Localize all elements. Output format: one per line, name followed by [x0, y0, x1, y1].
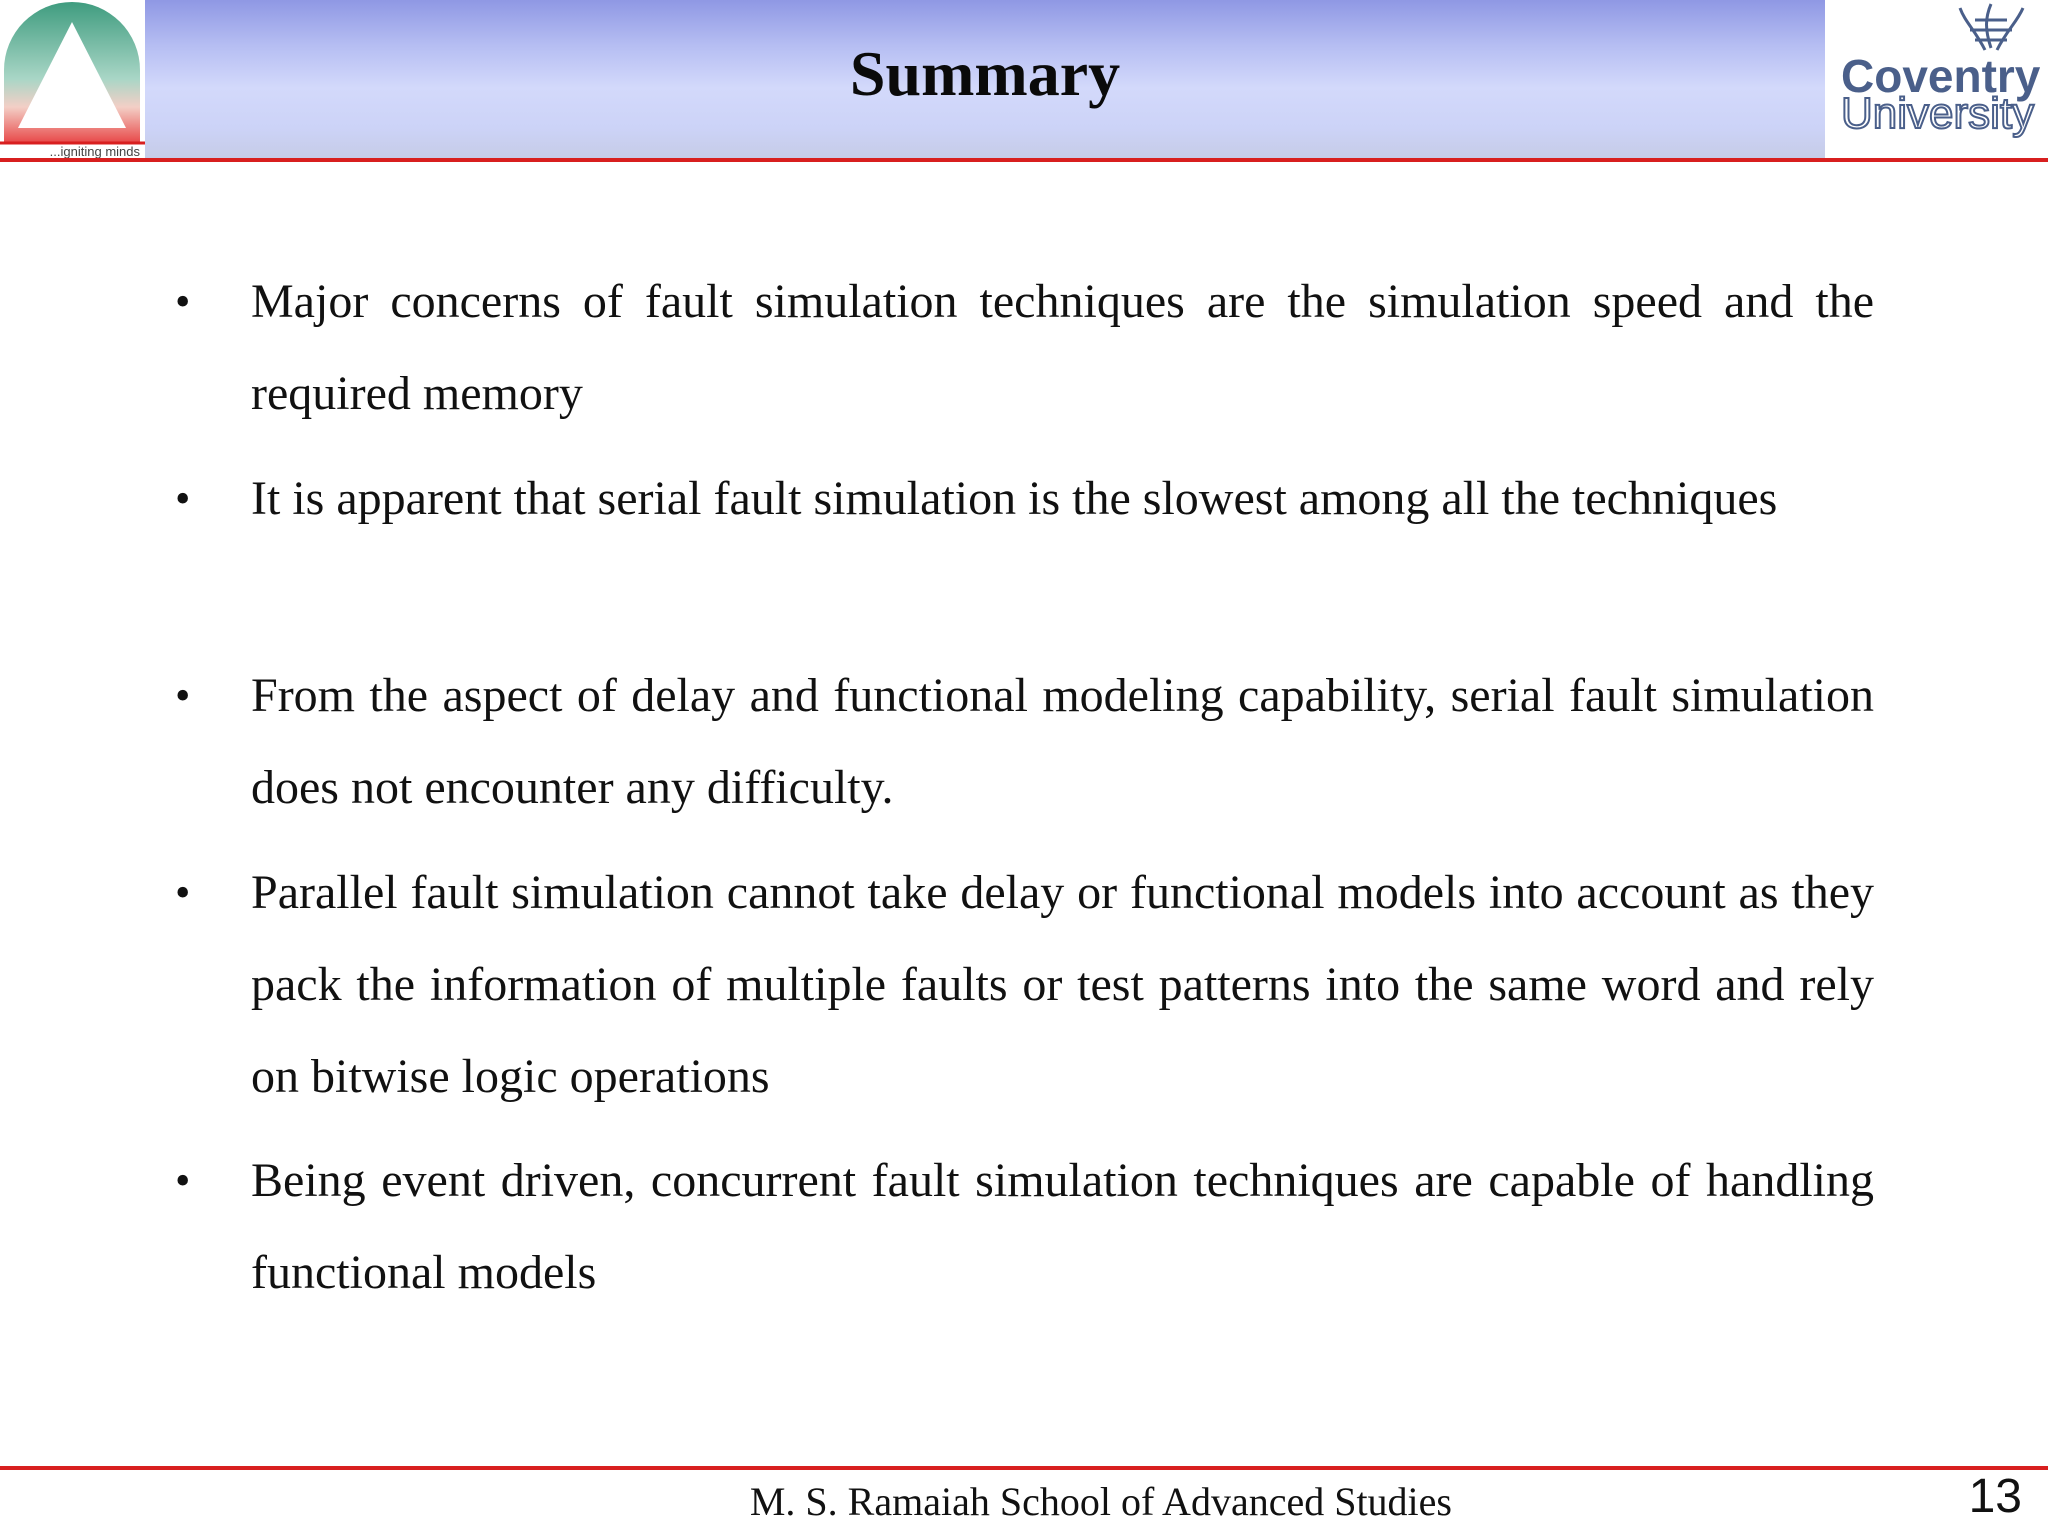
slide-title: Summary [849, 38, 1121, 109]
coventry-line2: University [1841, 89, 2035, 138]
footer-divider [0, 1466, 2048, 1470]
bullet-icon: • [175, 277, 191, 326]
footer-institution: M. S. Ramaiah School of Advanced Studies [749, 1479, 1452, 1524]
bullet-icon: • [175, 474, 191, 523]
coventry-line1: Coventry [1841, 50, 2041, 102]
page-number: 13 [1968, 1470, 2022, 1523]
bullet-icon: • [175, 868, 191, 917]
ramaiah-tagline: ...igniting minds [49, 144, 140, 158]
bullet-icon: • [175, 1156, 191, 1205]
bullet-icon: • [175, 671, 191, 720]
bullet-text-5: Being event driven, concurrent fault simulation techniques are capable of handling functional models [251, 1154, 1874, 1299]
bullet-text-3: From the aspect of delay and functional modeling capability, serial fault simulation does not encounter any difficulty. [251, 669, 1874, 814]
bullet-text-4: Parallel fault simulation cannot take delay or functional models into account as they pack the information of multiple faults or test patterns into the same word and rely on bitwise logic operations [251, 866, 1874, 1103]
bullet-text-2: It is apparent that serial fault simulation is the slowest among all the techniques [251, 472, 1778, 525]
bullet-text-1: Major concerns of fault simulation techniques are the simulation speed and the required memory [251, 275, 1874, 420]
